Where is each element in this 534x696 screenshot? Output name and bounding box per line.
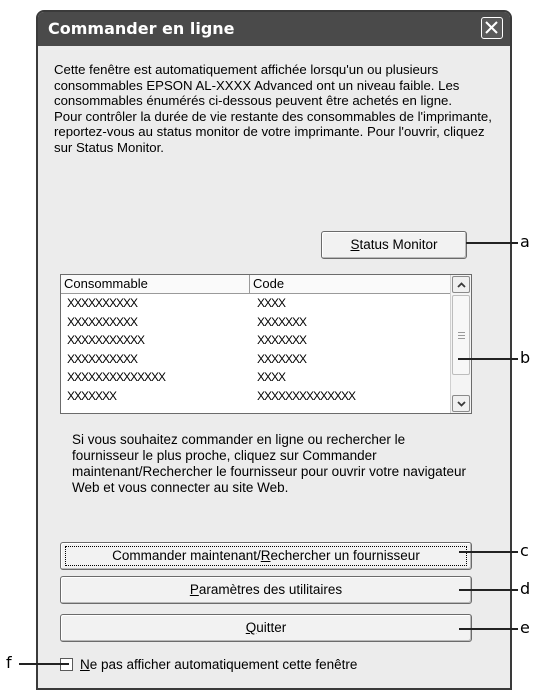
list-header	[61, 275, 451, 294]
status-monitor-label: tatus Monitor	[359, 237, 438, 252]
thumb-grip	[458, 332, 465, 333]
quit-mnemonic: Q	[245, 620, 257, 635]
intro-text	[54, 62, 500, 155]
item-code: XXXXXXXXXXXXXX	[257, 388, 356, 403]
item-code: XXXXXXX	[257, 333, 307, 347]
thumb-grip	[458, 338, 465, 339]
item-code: XXXXXXX	[257, 351, 307, 366]
callout-line-d	[459, 589, 518, 591]
dont-show-again-checkbox[interactable]	[60, 658, 73, 671]
callout-line-f	[19, 663, 69, 665]
item-name: XXXXXXXXXXX	[67, 333, 145, 347]
title-bar[interactable]	[38, 12, 510, 46]
status-monitor-button[interactable]	[321, 231, 467, 259]
list-item[interactable]	[61, 350, 451, 369]
callout-line-c	[459, 551, 518, 553]
item-name: XXXXXXX	[67, 388, 117, 403]
dialog-window	[36, 10, 512, 690]
item-name: XXXXXXXXXXXXXX	[67, 370, 166, 384]
order-online-button[interactable]	[60, 542, 472, 570]
list-item[interactable]	[61, 313, 451, 332]
utility-settings-button[interactable]	[60, 576, 472, 604]
callout-c: c	[520, 541, 529, 560]
list-item[interactable]	[61, 387, 451, 406]
order-label-mnemonic: R	[260, 548, 271, 563]
item-code: XXXX	[257, 370, 286, 384]
focus-rectangle	[65, 546, 467, 566]
order-label-after: echercher un fournisseur	[270, 548, 420, 563]
item-code: XXXX	[257, 296, 286, 310]
callout-d: d	[520, 579, 531, 598]
list-item[interactable]	[61, 368, 451, 387]
consumables-list[interactable]	[60, 274, 472, 414]
dont-show-again-label[interactable]	[80, 657, 357, 673]
quit-button[interactable]	[60, 614, 472, 642]
chevron-down-icon	[457, 401, 466, 407]
callout-f: f	[6, 653, 12, 672]
window-title: Commander en ligne	[48, 19, 235, 38]
scroll-up-button[interactable]	[452, 276, 470, 293]
list-item[interactable]	[61, 331, 451, 350]
thumb-grip	[458, 335, 465, 336]
callout-line-e	[459, 628, 518, 630]
item-name: XXXXXXXXXX	[67, 351, 138, 366]
callout-line-a	[466, 242, 518, 244]
params-label: aramètres des utilitaires	[198, 582, 343, 597]
quit-label: uitter	[256, 620, 287, 635]
item-name: XXXXXXXXXX	[67, 314, 138, 329]
scrollbar-thumb[interactable]	[452, 295, 470, 375]
list-rows	[61, 294, 451, 405]
close-icon	[485, 21, 498, 34]
status-monitor-mnemonic: S	[350, 237, 360, 252]
scroll-down-button[interactable]	[452, 395, 470, 412]
chevron-up-icon	[457, 282, 466, 288]
item-name: XXXXXXXXXX	[67, 296, 138, 310]
list-scrollbar[interactable]	[450, 275, 471, 413]
column-header-consommable[interactable]: Consommable	[61, 275, 250, 293]
order-label-before: Commander maintenant/	[112, 548, 261, 563]
callout-line-b	[458, 358, 518, 360]
item-code: XXXXXXX	[257, 314, 307, 329]
params-mnemonic: P	[189, 582, 199, 597]
intro-paragraph-1: Cette fenêtre est automatiquement affichée lorsqu'un ou plusieurs consommables EPSON AL-XXXX Advanced ont un niveau faible. Les consommables énumérés ci-dessous peuvent être achetés en ligne.	[54, 62, 460, 108]
callout-e: e	[520, 618, 530, 637]
order-info-text	[72, 432, 472, 496]
callout-b: b	[520, 348, 531, 367]
intro-paragraph-2: Pour contrôler la durée de vie restante des consommables de l'imprimante, reportez-vous au status monitor de votre imprimante. Pour l'ouvrir, cliquez sur Status Monitor.	[54, 108, 492, 155]
checkbox-mnemonic: N	[80, 657, 90, 672]
callout-a: a	[520, 232, 530, 251]
list-item[interactable]	[61, 294, 451, 313]
column-header-code[interactable]: Code	[253, 276, 285, 291]
close-button[interactable]	[481, 17, 503, 39]
order-info-paragraph: Si vous souhaitez commander en ligne ou rechercher le fournisseur le plus proche, cliquez sur Commander maintenant/Rechercher le fournisseur pour ouvrir votre navigateur Web et vous connecter au site Web.	[72, 432, 466, 495]
checkbox-label-text: e pas afficher automatiquement cette fenêtre	[89, 657, 358, 672]
